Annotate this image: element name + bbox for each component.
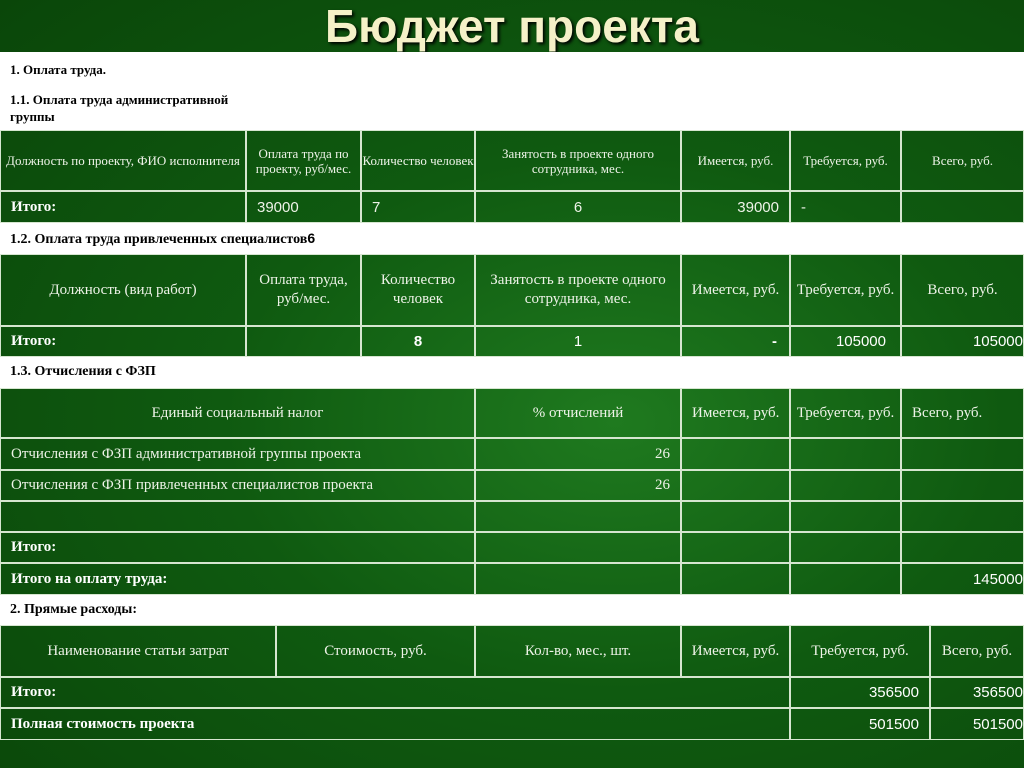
table-3-header-tax: Единый социальный налог	[0, 388, 475, 438]
labor-total-row	[0, 563, 1024, 595]
table-3-row-pct: 26	[475, 470, 681, 501]
table-3-total-pct	[475, 532, 681, 563]
table-1-total-need: -	[790, 191, 901, 223]
table-2-total-pay	[246, 326, 361, 357]
table-2-total-label: Итого:	[0, 326, 246, 357]
grand-total-row	[0, 708, 1024, 740]
grand-total-label: Полная стоимость проекта	[0, 708, 790, 740]
labor-total-value: 145000	[901, 563, 1024, 595]
section-1-heading-band	[0, 52, 1024, 130]
table-2-total-all: 105000	[901, 326, 1024, 357]
table-3-header-all: Всего, руб.	[901, 388, 1024, 438]
table-4-total-need: 356500	[790, 677, 930, 708]
table-1-total-label: Итого:	[0, 191, 246, 223]
table-3-empty-cell	[681, 501, 790, 532]
labor-total-empty	[790, 563, 901, 595]
table-4-header-have: Имеется, руб.	[681, 625, 790, 677]
slide-title: Бюджет проекта	[325, 0, 699, 52]
section-1-1-heading-line-2: группы	[10, 109, 55, 124]
table-3-row-all	[901, 470, 1024, 501]
table-3-header-row	[0, 388, 1024, 438]
table-3-empty-cell	[790, 501, 901, 532]
table-2-header-position: Должность (вид работ)	[0, 254, 246, 326]
section-1-3-heading: 1.3. Отчисления с ФЗП	[10, 364, 156, 379]
table-4-header-need: Требуется, руб.	[790, 625, 930, 677]
table-3-row-pct: 26	[475, 438, 681, 470]
table-3-total-all	[901, 532, 1024, 563]
table-2-header-pay: Оплата труда, руб/мес.	[246, 254, 361, 326]
table-1-total-pay: 39000	[246, 191, 361, 223]
table-2-total-have: -	[681, 326, 790, 357]
grand-total-all: 501500	[930, 708, 1024, 740]
table-3-header-need: Требуется, руб.	[790, 388, 901, 438]
table-3-total-row	[0, 532, 1024, 563]
table-3-row-name: Отчисления с ФЗП административной группы проекта	[0, 438, 475, 470]
table-1-total-people: 7	[361, 191, 475, 223]
table-3-header-pct: % отчислений	[475, 388, 681, 438]
table-3-row	[0, 438, 1024, 470]
table-4-total-label: Итого:	[0, 677, 790, 708]
section-1-3-heading-band	[0, 357, 1024, 388]
table-3-header-have: Имеется, руб.	[681, 388, 790, 438]
table-1-header-position: Должность по проекту, ФИО исполнителя	[0, 130, 246, 191]
table-2-total-months: 1	[475, 326, 681, 357]
table-4-header-row	[0, 625, 1024, 677]
table-3-row-name: Отчисления с ФЗП привлеченных специалистов проекта	[0, 470, 475, 501]
table-2-header-row	[0, 254, 1024, 326]
table-2-total-row	[0, 326, 1024, 357]
table-1-total-all	[901, 191, 1024, 223]
table-3-total-label: Итого:	[0, 532, 475, 563]
table-4-header-all: Всего, руб.	[930, 625, 1024, 677]
table-3-empty-cell	[475, 501, 681, 532]
table-3-row-have	[681, 438, 790, 470]
table-1-header-months: Занятость в проекте одного сотрудника, мес.	[475, 130, 681, 191]
table-2-header-people: Количество человек	[361, 254, 475, 326]
table-1-total-have: 39000	[681, 191, 790, 223]
table-2-header-months: Занятость в проекте одного сотрудника, мес.	[475, 254, 681, 326]
table-4-header-item: Наименование статьи затрат	[0, 625, 276, 677]
table-3-empty-cell	[0, 501, 475, 532]
table-2-total-need: 105000	[790, 326, 901, 357]
section-2-heading-band	[0, 595, 1024, 625]
section-1-2-heading: 1.2. Оплата труда привлеченных специалистов6	[10, 230, 316, 247]
table-3-total-need	[790, 532, 901, 563]
labor-total-label: Итого на оплату труда:	[0, 563, 475, 595]
table-2-header-have: Имеется, руб.	[681, 254, 790, 326]
labor-total-empty	[681, 563, 790, 595]
table-3-row	[0, 470, 1024, 501]
table-1-header-need: Требуется, руб.	[790, 130, 901, 191]
table-2-header-all: Всего, руб.	[901, 254, 1024, 326]
table-4-total-row	[0, 677, 1024, 708]
table-3-total-have	[681, 532, 790, 563]
section-1-1-heading: 1.1. Оплата труда административной	[10, 92, 229, 107]
table-2-total-people: 8	[361, 326, 475, 357]
table-3-row-have	[681, 470, 790, 501]
grand-total-need: 501500	[790, 708, 930, 740]
table-4-header-qty: Кол-во, мес., шт.	[475, 625, 681, 677]
table-1-total-months: 6	[475, 191, 681, 223]
section-1-heading: 1. Оплата труда.	[10, 62, 106, 77]
table-4-header-cost: Стоимость, руб.	[276, 625, 475, 677]
labor-total-empty	[475, 563, 681, 595]
section-2-heading: 2. Прямые расходы:	[10, 602, 137, 617]
table-4-total-all: 356500	[930, 677, 1024, 708]
table-1-header-pay: Оплата труда по проекту, руб/мес.	[246, 130, 361, 191]
table-1-header-have: Имеется, руб.	[681, 130, 790, 191]
table-1-header-people: Количество человек	[361, 130, 475, 191]
table-3-empty-cell	[901, 501, 1024, 532]
table-3-empty-row	[0, 501, 1024, 532]
table-3-row-need	[790, 438, 901, 470]
table-3-row-all	[901, 438, 1024, 470]
table-1-header-row	[0, 130, 1024, 191]
table-1-total-row	[0, 191, 1024, 223]
table-2-header-need: Требуется, руб.	[790, 254, 901, 326]
table-1-header-all: Всего, руб.	[901, 130, 1024, 191]
section-1-2-heading-band	[0, 223, 1024, 254]
table-3-row-need	[790, 470, 901, 501]
